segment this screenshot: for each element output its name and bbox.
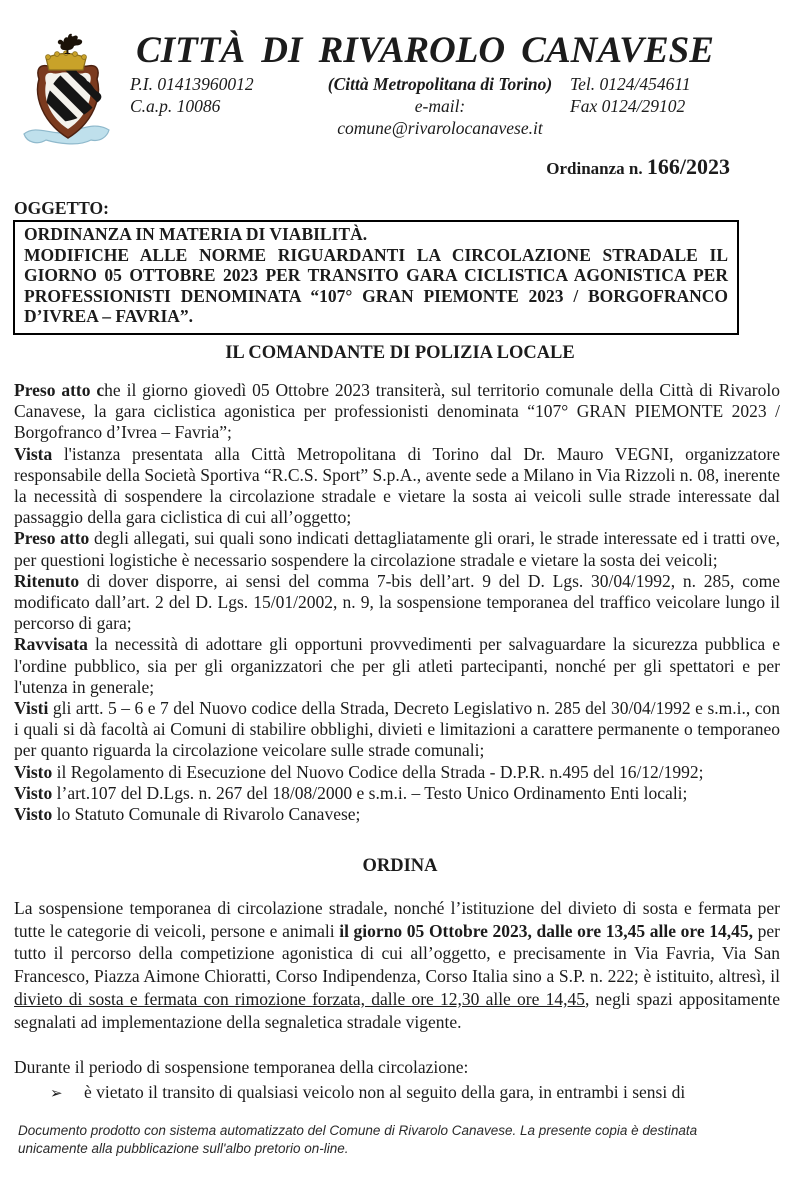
order-paragraph: La sospensione temporanea di circolazione stradale, nonché l’istituzione del divieto di sosta e fermata per tutte le categorie di veicoli, persone e animali il giorno 05 Ottobre 2023, dalle ore 13,45 alle ore 14,45, per tutto il percorso della competizione agonistica di cui all’oggetto, e precisamente in Via Favria, Via San Francesco, Piazza Aimone Chioratti, Corso Indipendenza, Corso Italia sino a S.P. n. 222; è istituito, altresì, il divieto di sosta e fermata con rimozione forzata, dalle ore 12,30 alle ore 14,45, negli spazi appositamente segnalati ad implementazione della segnaletica stradale vigente. bbox=[14, 898, 780, 1032]
header-info-row-2 bbox=[130, 96, 720, 139]
postal-code: C.a.p. 10086 bbox=[130, 96, 221, 117]
subject-label: OGGETTO: bbox=[14, 198, 109, 218]
ordinance-number-line bbox=[546, 154, 730, 180]
header-info-row-1 bbox=[130, 74, 720, 96]
email-address: e-mail: comune@rivarolocanavese.it bbox=[337, 96, 543, 138]
preamble-paragraph-ravvisata: Ravvisata la necessità di adottare gli opportuni provvedimenti per salvaguardare la sicurezza pubblica e l'ordine pubblico, sia per gli organizzatori che per gli atleti partecipanti, nonché per gli spettatori e per l'utenza in generale; bbox=[14, 634, 780, 697]
subject-line-2: MODIFICHE ALLE NORME RIGUARDANTI LA CIRCOLAZIONE STRADALE IL GIORNO 05 OTTOBRE 2023 PER TRANSITO GARA CICLISTICA AGONISTICA PER PROFESSIONISTI DENOMINATA “107° GRAN PIEMONTE 2023 / BORGOFRANCO D’IVREA – FAVRIA”. bbox=[24, 244, 728, 327]
preamble-paragraph-preso-atto-2: Preso atto degli allegati, sui quali sono indicati dettagliatamente gli orari, le strade interessate ed i tratti ove, per questioni logistiche è necessario sospendere la circolazione stradale e vietare la sosta dei veicoli; bbox=[14, 528, 780, 570]
document-header bbox=[0, 30, 800, 139]
fax-number: Fax 0124/29102 bbox=[570, 96, 686, 117]
city-title: CITTÀ DI RIVAROLO CANAVESE bbox=[136, 30, 714, 71]
coat-of-arms-icon bbox=[16, 30, 116, 154]
preamble-paragraph-visto-1: Visto il Regolamento di Esecuzione del Nuovo Codice della Strada - D.P.R. n.495 del 16/12/1992; bbox=[14, 761, 704, 782]
ordinance-label: Ordinanza n. bbox=[546, 159, 647, 178]
metropolitan-city: (Città Metropolitana di Torino) bbox=[327, 73, 553, 94]
commander-heading: IL COMANDANTE DI POLIZIA LOCALE bbox=[225, 343, 575, 363]
order-bullet-item bbox=[50, 1081, 780, 1104]
preamble-section bbox=[14, 380, 780, 825]
footer-note: Documento prodotto con sistema automatizzato del Comune di Rivarolo Canavese. La presente copia è destinata unicamente alla pubblicazione sull'albo pretorio on-line. bbox=[18, 1123, 698, 1156]
preamble-paragraph-visto-3: Visto lo Statuto Comunale di Rivarolo Canavese; bbox=[14, 804, 361, 825]
subject-box bbox=[13, 220, 739, 335]
ordina-heading: ORDINA bbox=[362, 856, 438, 876]
subject-line-1: ORDINANZA IN MATERIA DI VIABILITÀ. bbox=[24, 224, 368, 244]
ordinance-number: 166/2023 bbox=[646, 154, 730, 179]
preamble-paragraph-vista: Vista l'istanza presentata alla Città Metropolitana di Torino dal Dr. Mauro VEGNI, organizzatore responsabile della Società Sportiva “R.C.S. Sport” S.p.A., avente sede a Milano in Via Rizzoli n. 08, inerente la necessità di sospendere la circolazione stradale e vietare la sosta ai veicoli sulle strade interessate dal passaggio della gara ciclistica di cui all’oggetto; bbox=[14, 443, 780, 528]
preamble-paragraph-preso-atto-1: Preso atto che il giorno giovedì 05 Ottobre 2023 transiterà, sul territorio comunale della Città di Rivarolo Canavese, la gara ciclistica agonistica per professionisti denominata “107° GRAN PIEMONTE 2023 / Borgofranco d’Ivrea – Favria”; bbox=[14, 380, 780, 443]
during-suspension-intro: Durante il periodo di sospensione temporanea della circolazione: bbox=[14, 1057, 469, 1077]
arrowhead-bullet-icon: ➢ bbox=[50, 1084, 63, 1102]
preamble-paragraph-visto-2: Visto l’art.107 del D.Lgs. n. 267 del 18/08/2000 e s.m.i. – Testo Unico Ordinamento Enti locali; bbox=[14, 782, 688, 803]
header-text-block bbox=[130, 30, 720, 139]
preamble-paragraph-ritenuto: Ritenuto di dover disporre, ai sensi del comma 7-bis dell’art. 9 del D. Lgs. 30/04/1992, n. 285, come modificato dall’art. 2 del D. Lgs. 15/01/2002, n. 9, la sospensione temporanea del traffico veicolare lungo il percorso di gara; bbox=[14, 570, 780, 634]
phone-number: Tel. 0124/454611 bbox=[570, 73, 691, 94]
order-bullet-text: è vietato il transito di qualsiasi veicolo non al seguito della gara, in entrambi i sensi di bbox=[84, 1082, 686, 1102]
preamble-paragraph-visti: Visti gli artt. 5 – 6 e 7 del Nuovo codice della Strada, Decreto Legislativo n. 285 del 30/04/1992 e s.m.i., con i quali si dà facoltà ai Comuni di stabilire obblighi, divieti e limitazioni a carattere permanente o temporaneo per quanto riguarda la circolazione veicolare sulle strade comunali; bbox=[14, 698, 780, 761]
vat-number: P.I. 01413960012 bbox=[130, 73, 254, 94]
